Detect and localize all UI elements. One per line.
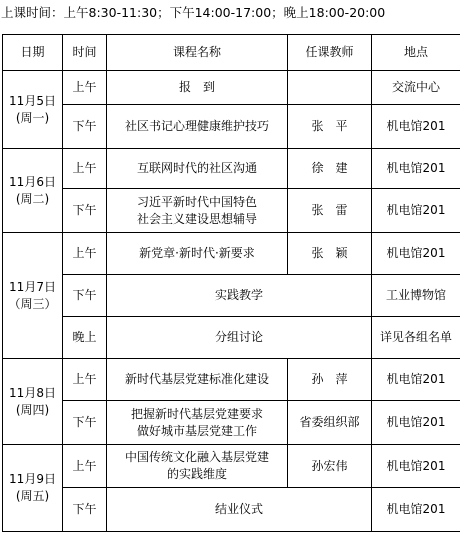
time-cell: 上午 — [63, 359, 107, 401]
column-header-teacher: 任课教师 — [288, 35, 372, 71]
location-cell: 工业博物馆 — [372, 275, 460, 317]
weekday-label: (周二) — [15, 191, 50, 206]
column-header-location: 地点 — [372, 35, 460, 71]
teacher-cell: 张 雷 — [288, 189, 372, 233]
date-cell — [3, 149, 63, 233]
course-cell — [107, 149, 288, 189]
course-cell — [107, 105, 288, 149]
location-cell: 机电馆201 — [372, 189, 460, 233]
location-cell: 机电馆201 — [372, 401, 460, 445]
table-row — [3, 275, 460, 317]
table-row — [3, 359, 460, 401]
table-row — [3, 317, 460, 359]
date-label: 11月6日 — [9, 174, 56, 189]
course-cell — [107, 275, 372, 317]
course-name: 实践教学 — [214, 288, 263, 302]
time-cell: 下午 — [63, 275, 107, 317]
course-name: 分组讨论 — [214, 330, 263, 344]
teacher-cell: 孙宏伟 — [288, 445, 372, 488]
course-cell — [107, 401, 288, 445]
table-row — [3, 401, 460, 445]
course-name: 新党章·新时代·新要求 — [139, 246, 255, 260]
course-name: 习近平新时代中国特色 — [136, 194, 257, 209]
weekday-label: (周一) — [15, 110, 50, 125]
table-row — [3, 149, 460, 189]
time-cell: 晚上 — [63, 317, 107, 359]
course-cell — [107, 189, 288, 233]
table-row — [3, 233, 460, 275]
table-row — [3, 488, 460, 532]
column-header-time: 时间 — [63, 35, 107, 71]
course-name: 互联网时代的社区沟通 — [136, 161, 257, 175]
table-row — [3, 445, 460, 488]
course-cell — [107, 359, 288, 401]
course-name-line2: 社会主义建设思想辅导 — [136, 211, 257, 226]
teacher-cell: 张 颖 — [288, 233, 372, 275]
table-header-row — [3, 35, 460, 71]
schedule-time-note: 上课时间：上午8:30-11:30；下午14:00-17:00；晚上18:00-20:00 — [1, 5, 386, 20]
table-row — [3, 189, 460, 233]
course-name-line2: 的实践维度 — [166, 467, 227, 481]
date-cell — [3, 359, 63, 445]
table-body — [3, 71, 460, 532]
location-cell: 机电馆201 — [372, 445, 460, 488]
weekday-label: (周四) — [15, 402, 50, 417]
course-cell — [107, 233, 288, 275]
table-row — [3, 71, 460, 105]
time-cell: 下午 — [63, 488, 107, 532]
course-name: 新时代基层党建标准化建设 — [124, 372, 269, 386]
course-name: 社区书记心理健康维护技巧 — [124, 119, 269, 133]
weekday-label: (周五) — [15, 489, 50, 503]
location-cell: 交流中心 — [372, 71, 460, 105]
column-header-date: 日期 — [3, 35, 63, 71]
teacher-cell: 张 平 — [288, 105, 372, 149]
date-label: 11月8日 — [9, 385, 56, 400]
location-cell: 机电馆201 — [372, 233, 460, 275]
date-cell — [3, 71, 63, 149]
course-cell — [107, 445, 288, 488]
time-cell: 下午 — [63, 189, 107, 233]
course-name: 结业仪式 — [214, 502, 263, 516]
date-label: 11月7日 — [9, 279, 56, 294]
time-cell: 上午 — [63, 149, 107, 189]
weekday-label: （周三） — [8, 296, 57, 311]
time-cell: 上午 — [63, 445, 107, 488]
table-row — [3, 105, 460, 149]
date-cell — [3, 233, 63, 359]
location-cell: 机电馆201 — [372, 105, 460, 149]
date-label: 11月9日 — [9, 472, 56, 486]
time-cell: 上午 — [63, 71, 107, 105]
time-cell: 下午 — [63, 105, 107, 149]
course-cell — [107, 317, 372, 359]
date-label: 11月5日 — [9, 93, 56, 108]
teacher-cell: 省委组织部 — [288, 401, 372, 445]
course-name: 报 到 — [178, 80, 215, 94]
time-cell: 上午 — [63, 233, 107, 275]
course-schedule-table — [2, 34, 460, 532]
course-name: 把握新时代基层党建要求 — [130, 406, 263, 421]
course-name-line2: 做好城市基层党建工作 — [136, 423, 257, 438]
teacher-cell: 徐 建 — [288, 149, 372, 189]
location-cell: 机电馆201 — [372, 149, 460, 189]
course-cell — [107, 488, 372, 532]
location-cell: 机电馆201 — [372, 488, 460, 532]
location-cell: 详见各组名单 — [372, 317, 460, 359]
course-cell — [107, 71, 288, 105]
teacher-cell: 孙 萍 — [288, 359, 372, 401]
column-header-course: 课程名称 — [107, 35, 288, 71]
time-cell: 下午 — [63, 401, 107, 445]
course-name: 中国传统文化融入基层党建 — [124, 450, 269, 464]
teacher-cell — [288, 71, 372, 105]
date-cell — [3, 445, 63, 532]
location-cell: 机电馆201 — [372, 359, 460, 401]
